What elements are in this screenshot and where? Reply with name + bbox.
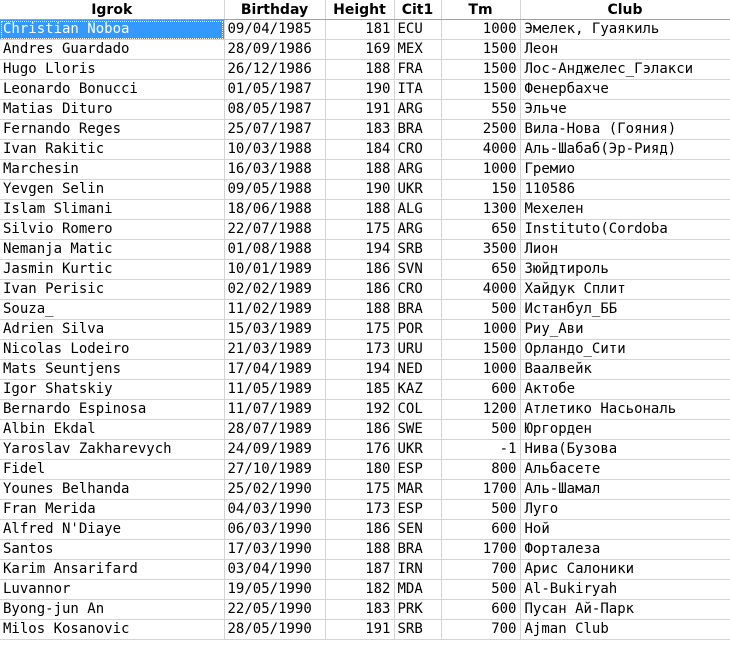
table-row[interactable] [0, 100, 730, 120]
cell-club[interactable]: Ваалвейк [520, 360, 730, 380]
cell-height[interactable]: 169 [325, 40, 394, 60]
table-row[interactable] [0, 320, 730, 340]
cell-club[interactable]: Мехелен [520, 200, 730, 220]
grid-header [0, 0, 730, 20]
cell-birthday[interactable]: 11/07/1989 [224, 400, 325, 420]
cell-birthday[interactable]: 06/03/1990 [224, 520, 325, 540]
cell-club[interactable]: Эльче [520, 100, 730, 120]
cell-transfer-value[interactable]: 700 [441, 620, 520, 640]
cell-club[interactable]: Арис Салоники [520, 560, 730, 580]
cell-player-name[interactable]: Islam Slimani [0, 200, 224, 220]
cell-height[interactable]: 176 [325, 440, 394, 460]
grid-body[interactable] [0, 20, 730, 640]
cell-transfer-value[interactable]: 500 [441, 300, 520, 320]
cell-height[interactable]: 173 [325, 340, 394, 360]
column-header-club[interactable]: Club [520, 0, 730, 20]
cell-transfer-value[interactable]: 800 [441, 460, 520, 480]
cell-height[interactable]: 188 [325, 160, 394, 180]
table-row[interactable] [0, 600, 730, 620]
cell-citizenship[interactable]: FRA [394, 60, 441, 80]
cell-height[interactable]: 175 [325, 220, 394, 240]
cell-citizenship[interactable]: ECU [394, 20, 441, 40]
cell-player-name[interactable]: Yaroslav Zakharevych [0, 440, 224, 460]
cell-club[interactable]: Лос-Анджелес_Гэлакси [520, 60, 730, 80]
cell-citizenship[interactable]: NED [394, 360, 441, 380]
cell-citizenship[interactable]: IRN [394, 560, 441, 580]
cell-height[interactable]: 181 [325, 20, 394, 40]
column-header-birthday[interactable]: Birthday [224, 0, 325, 20]
cell-transfer-value[interactable]: 1000 [441, 160, 520, 180]
cell-player-name[interactable]: Nemanja Matic [0, 240, 224, 260]
cell-citizenship[interactable]: BRA [394, 300, 441, 320]
cell-club[interactable]: Фенербахче [520, 80, 730, 100]
table-row[interactable] [0, 160, 730, 180]
cell-player-name[interactable]: Fernando Reges [0, 120, 224, 140]
cell-player-name[interactable]: Santos [0, 540, 224, 560]
cell-player-name[interactable]: Souza_ [0, 300, 224, 320]
cell-club[interactable]: Аль-Шабаб(Эр-Рияд) [520, 140, 730, 160]
cell-club[interactable]: Луго [520, 500, 730, 520]
cell-birthday[interactable]: 19/05/1990 [224, 580, 325, 600]
cell-height[interactable]: 188 [325, 540, 394, 560]
table-row[interactable] [0, 440, 730, 460]
cell-birthday[interactable]: 28/07/1989 [224, 420, 325, 440]
table-row[interactable] [0, 380, 730, 400]
cell-club[interactable]: Атлетико Насьональ [520, 400, 730, 420]
cell-citizenship[interactable]: POR [394, 320, 441, 340]
cell-transfer-value[interactable]: 1700 [441, 540, 520, 560]
table-row[interactable] [0, 520, 730, 540]
cell-height[interactable]: 185 [325, 380, 394, 400]
cell-player-name[interactable]: Christian Noboa [0, 20, 224, 40]
cell-transfer-value[interactable]: -1 [441, 440, 520, 460]
cell-transfer-value[interactable]: 1000 [441, 320, 520, 340]
cell-birthday[interactable]: 25/02/1990 [224, 480, 325, 500]
table-row[interactable] [0, 80, 730, 100]
table-row[interactable] [0, 500, 730, 520]
cell-birthday[interactable]: 09/04/1985 [224, 20, 325, 40]
cell-height[interactable]: 184 [325, 140, 394, 160]
cell-club[interactable]: Instituto(Cordoba [520, 220, 730, 240]
cell-birthday[interactable]: 22/07/1988 [224, 220, 325, 240]
cell-player-name[interactable]: Fran Merida [0, 500, 224, 520]
cell-transfer-value[interactable]: 1500 [441, 40, 520, 60]
cell-height[interactable]: 191 [325, 100, 394, 120]
cell-club[interactable]: 110586 [520, 180, 730, 200]
cell-player-name[interactable]: Andres Guardado [0, 40, 224, 60]
cell-citizenship[interactable]: MAR [394, 480, 441, 500]
cell-birthday[interactable]: 28/09/1986 [224, 40, 325, 60]
cell-birthday[interactable]: 28/05/1990 [224, 620, 325, 640]
cell-club[interactable]: Гремио [520, 160, 730, 180]
cell-club[interactable]: Леон [520, 40, 730, 60]
table-row[interactable] [0, 40, 730, 60]
cell-club[interactable]: Ной [520, 520, 730, 540]
cell-club[interactable]: Ajman Club [520, 620, 730, 640]
cell-citizenship[interactable]: ARG [394, 160, 441, 180]
cell-citizenship[interactable]: UKR [394, 180, 441, 200]
cell-club[interactable]: Пусан Ай-Парк [520, 600, 730, 620]
cell-birthday[interactable]: 16/03/1988 [224, 160, 325, 180]
table-row[interactable] [0, 580, 730, 600]
cell-birthday[interactable]: 11/05/1989 [224, 380, 325, 400]
cell-height[interactable]: 192 [325, 400, 394, 420]
cell-height[interactable]: 186 [325, 420, 394, 440]
cell-height[interactable]: 188 [325, 60, 394, 80]
cell-club[interactable]: Лион [520, 240, 730, 260]
cell-club[interactable]: Орландо_Сити [520, 340, 730, 360]
cell-transfer-value[interactable]: 1500 [441, 340, 520, 360]
cell-citizenship[interactable]: SWE [394, 420, 441, 440]
cell-club[interactable]: Зюйдтироль [520, 260, 730, 280]
cell-height[interactable]: 187 [325, 560, 394, 580]
cell-citizenship[interactable]: ITA [394, 80, 441, 100]
cell-transfer-value[interactable]: 1000 [441, 20, 520, 40]
cell-citizenship[interactable]: ESP [394, 500, 441, 520]
cell-transfer-value[interactable]: 3500 [441, 240, 520, 260]
cell-player-name[interactable]: Hugo Lloris [0, 60, 224, 80]
cell-player-name[interactable]: Luvannor [0, 580, 224, 600]
cell-club[interactable]: Актобе [520, 380, 730, 400]
cell-birthday[interactable]: 09/05/1988 [224, 180, 325, 200]
cell-height[interactable]: 190 [325, 80, 394, 100]
cell-citizenship[interactable]: PRK [394, 600, 441, 620]
cell-birthday[interactable]: 02/02/1989 [224, 280, 325, 300]
cell-transfer-value[interactable]: 500 [441, 580, 520, 600]
cell-transfer-value[interactable]: 500 [441, 500, 520, 520]
table-row[interactable] [0, 60, 730, 80]
column-header-player-name[interactable]: Igrok [0, 0, 224, 20]
cell-player-name[interactable]: Albin Ekdal [0, 420, 224, 440]
cell-transfer-value[interactable]: 4000 [441, 140, 520, 160]
cell-height[interactable]: 183 [325, 120, 394, 140]
cell-player-name[interactable]: Milos Kosanovic [0, 620, 224, 640]
cell-transfer-value[interactable]: 600 [441, 520, 520, 540]
cell-club[interactable]: Нива(Бузова [520, 440, 730, 460]
cell-transfer-value[interactable]: 1000 [441, 360, 520, 380]
cell-height[interactable]: 191 [325, 620, 394, 640]
table-row[interactable] [0, 180, 730, 200]
cell-height[interactable]: 175 [325, 320, 394, 340]
table-row[interactable] [0, 560, 730, 580]
table-row[interactable] [0, 300, 730, 320]
table-row[interactable] [0, 400, 730, 420]
cell-citizenship[interactable]: SRB [394, 240, 441, 260]
table-row[interactable] [0, 200, 730, 220]
cell-club[interactable]: Форталеза [520, 540, 730, 560]
cell-height[interactable]: 183 [325, 600, 394, 620]
cell-transfer-value[interactable]: 650 [441, 220, 520, 240]
cell-height[interactable]: 188 [325, 200, 394, 220]
cell-birthday[interactable]: 04/03/1990 [224, 500, 325, 520]
cell-birthday[interactable]: 01/05/1987 [224, 80, 325, 100]
cell-height[interactable]: 182 [325, 580, 394, 600]
cell-club[interactable]: Альбасете [520, 460, 730, 480]
cell-player-name[interactable]: Matias Dituro [0, 100, 224, 120]
cell-citizenship[interactable]: BRA [394, 540, 441, 560]
cell-height[interactable]: 186 [325, 520, 394, 540]
cell-club[interactable]: Хайдук Сплит [520, 280, 730, 300]
table-row[interactable] [0, 220, 730, 240]
cell-transfer-value[interactable]: 600 [441, 600, 520, 620]
cell-club[interactable]: Аль-Шамал [520, 480, 730, 500]
cell-citizenship[interactable]: ARG [394, 220, 441, 240]
cell-citizenship[interactable]: ALG [394, 200, 441, 220]
cell-birthday[interactable]: 26/12/1986 [224, 60, 325, 80]
cell-club[interactable]: Истанбул_ББ [520, 300, 730, 320]
cell-height[interactable]: 175 [325, 480, 394, 500]
cell-player-name[interactable]: Ivan Rakitic [0, 140, 224, 160]
cell-birthday[interactable]: 17/04/1989 [224, 360, 325, 380]
cell-birthday[interactable]: 15/03/1989 [224, 320, 325, 340]
cell-club[interactable]: Вила-Нова (Гояния) [520, 120, 730, 140]
cell-player-name[interactable]: Younes Belhanda [0, 480, 224, 500]
table-row[interactable] [0, 540, 730, 560]
cell-transfer-value[interactable]: 1300 [441, 200, 520, 220]
cell-transfer-value[interactable]: 4000 [441, 280, 520, 300]
cell-player-name[interactable]: Mats Seuntjens [0, 360, 224, 380]
table-row[interactable] [0, 240, 730, 260]
cell-citizenship[interactable]: SVN [394, 260, 441, 280]
cell-player-name[interactable]: Nicolas Lodeiro [0, 340, 224, 360]
cell-club[interactable]: Юргорден [520, 420, 730, 440]
cell-citizenship[interactable]: KAZ [394, 380, 441, 400]
cell-birthday[interactable]: 08/05/1987 [224, 100, 325, 120]
cell-citizenship[interactable]: CRO [394, 280, 441, 300]
cell-birthday[interactable]: 27/10/1989 [224, 460, 325, 480]
cell-citizenship[interactable]: BRA [394, 120, 441, 140]
cell-citizenship[interactable]: MEX [394, 40, 441, 60]
cell-citizenship[interactable]: COL [394, 400, 441, 420]
cell-birthday[interactable]: 25/07/1987 [224, 120, 325, 140]
cell-transfer-value[interactable]: 600 [441, 380, 520, 400]
cell-birthday[interactable]: 03/04/1990 [224, 560, 325, 580]
cell-birthday[interactable]: 24/09/1989 [224, 440, 325, 460]
cell-height[interactable]: 186 [325, 280, 394, 300]
cell-citizenship[interactable]: SRB [394, 620, 441, 640]
cell-transfer-value[interactable]: 550 [441, 100, 520, 120]
cell-height[interactable]: 190 [325, 180, 394, 200]
cell-club[interactable]: Риу_Ави [520, 320, 730, 340]
cell-citizenship[interactable]: UKR [394, 440, 441, 460]
cell-height[interactable]: 173 [325, 500, 394, 520]
cell-citizenship[interactable]: URU [394, 340, 441, 360]
cell-player-name[interactable]: Jasmin Kurtic [0, 260, 224, 280]
cell-transfer-value[interactable]: 2500 [441, 120, 520, 140]
cell-height[interactable]: 194 [325, 360, 394, 380]
table-row[interactable] [0, 20, 730, 40]
cell-height[interactable]: 188 [325, 300, 394, 320]
cell-player-name[interactable]: Igor Shatskiy [0, 380, 224, 400]
cell-transfer-value[interactable]: 700 [441, 560, 520, 580]
cell-birthday[interactable]: 18/06/1988 [224, 200, 325, 220]
cell-transfer-value[interactable]: 1200 [441, 400, 520, 420]
cell-transfer-value[interactable]: 650 [441, 260, 520, 280]
cell-transfer-value[interactable]: 500 [441, 420, 520, 440]
table-row[interactable] [0, 460, 730, 480]
cell-player-name[interactable]: Byong-jun An [0, 600, 224, 620]
table-row[interactable] [0, 620, 730, 640]
table-row[interactable] [0, 140, 730, 160]
cell-birthday[interactable]: 22/05/1990 [224, 600, 325, 620]
cell-birthday[interactable]: 01/08/1988 [224, 240, 325, 260]
cell-player-name[interactable]: Bernardo Espinosa [0, 400, 224, 420]
cell-birthday[interactable]: 21/03/1989 [224, 340, 325, 360]
cell-height[interactable]: 186 [325, 260, 394, 280]
column-header-height[interactable]: Height [325, 0, 394, 20]
cell-player-name[interactable]: Fidel [0, 460, 224, 480]
cell-club[interactable]: Al-Bukiryah [520, 580, 730, 600]
cell-transfer-value[interactable]: 1500 [441, 80, 520, 100]
cell-citizenship[interactable]: CRO [394, 140, 441, 160]
cell-club[interactable]: Эмелек, Гуаякиль [520, 20, 730, 40]
cell-transfer-value[interactable]: 1700 [441, 480, 520, 500]
table-row[interactable] [0, 340, 730, 360]
cell-player-name[interactable]: Marchesin [0, 160, 224, 180]
cell-player-name[interactable]: Karim Ansarifard [0, 560, 224, 580]
cell-player-name[interactable]: Silvio Romero [0, 220, 224, 240]
cell-player-name[interactable]: Yevgen Selin [0, 180, 224, 200]
table-row[interactable] [0, 420, 730, 440]
table-row[interactable] [0, 120, 730, 140]
cell-height[interactable]: 194 [325, 240, 394, 260]
table-row[interactable] [0, 260, 730, 280]
cell-height[interactable]: 180 [325, 460, 394, 480]
cell-player-name[interactable]: Leonardo Bonucci [0, 80, 224, 100]
cell-player-name[interactable]: Adrien Silva [0, 320, 224, 340]
cell-birthday[interactable]: 10/03/1988 [224, 140, 325, 160]
cell-birthday[interactable]: 11/02/1989 [224, 300, 325, 320]
table-row[interactable] [0, 280, 730, 300]
column-header-transfer-value[interactable]: Tm [441, 0, 520, 20]
cell-birthday[interactable]: 17/03/1990 [224, 540, 325, 560]
cell-citizenship[interactable]: MDA [394, 580, 441, 600]
table-row[interactable] [0, 480, 730, 500]
cell-transfer-value[interactable]: 150 [441, 180, 520, 200]
cell-citizenship[interactable]: SEN [394, 520, 441, 540]
cell-player-name[interactable]: Ivan Perisic [0, 280, 224, 300]
cell-citizenship[interactable]: ESP [394, 460, 441, 480]
cell-citizenship[interactable]: ARG [394, 100, 441, 120]
column-header-citizenship[interactable]: Cit1 [394, 0, 441, 20]
cell-birthday[interactable]: 10/01/1989 [224, 260, 325, 280]
table-row[interactable] [0, 360, 730, 380]
cell-player-name[interactable]: Alfred N'Diaye [0, 520, 224, 540]
cell-transfer-value[interactable]: 1500 [441, 60, 520, 80]
